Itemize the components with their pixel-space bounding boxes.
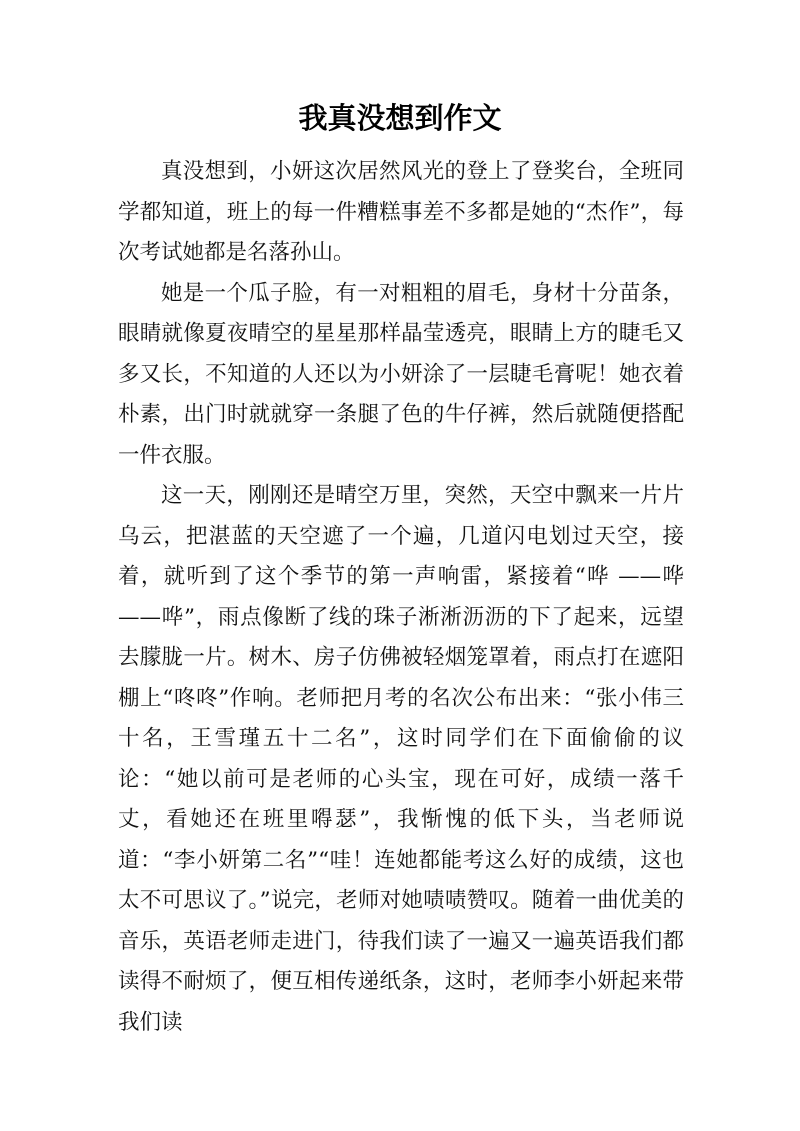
paragraph-3: 这一天，刚刚还是晴空万里，突然，天空中飘来一片片乌云，把湛蓝的天空遮了一个遍，几道闪电划过天空，接着，就听到了这个季节的第一声响雷，紧接着“哗 ——哗——哗”，雨点像断了线的珠子淅淅沥沥的下了起来，远望去朦胧一片。树木、房子仿佛被轻烟笼罩着，雨点打在遮阳棚上“咚咚”作响。老师把月考的名次公布出来：“张小伟三十名，王雪瑾五十二名”，这时同学们在下面偷偷的议论：“她以前可是老师的心头宝，现在可好，成绩一落千丈，看她还在班里嘚瑟”，我惭愧的低下头，当老师说道：“李小妍第二名”“哇！连她都能考这么好的成绩，这也太不可思议了。”说完，老师对她啧啧赞叹。随着一曲优美的音乐，英语老师走进门，待我们读了一遍又一遍英语我们都读得不耐烦了，便互相传递纸条，这时，老师李小妍起来带我们读	[118, 483, 684, 1035]
document-body	[118, 152, 684, 1043]
paragraph-2: 她是一个瓜子脸，有一对粗粗的眉毛，身材十分苗条，眼睛就像夏夜晴空的星星那样晶莹透亮，眼睛上方的睫毛又多又长，不知道的人还以为小妍涂了一层睫毛膏呢！她衣着朴素，出门时就就穿一条腿了色的牛仔裤，然后就随便搭配一件衣服。	[118, 280, 684, 468]
paragraph-1: 真没想到，小妍这次居然风光的登上了登奖台，全班同学都知道，班上的每一件糟糕事差不多都是她的“杰作”，每次考试她都是名落孙山。	[118, 159, 684, 265]
document-title: 我真没想到作文	[298, 101, 502, 135]
